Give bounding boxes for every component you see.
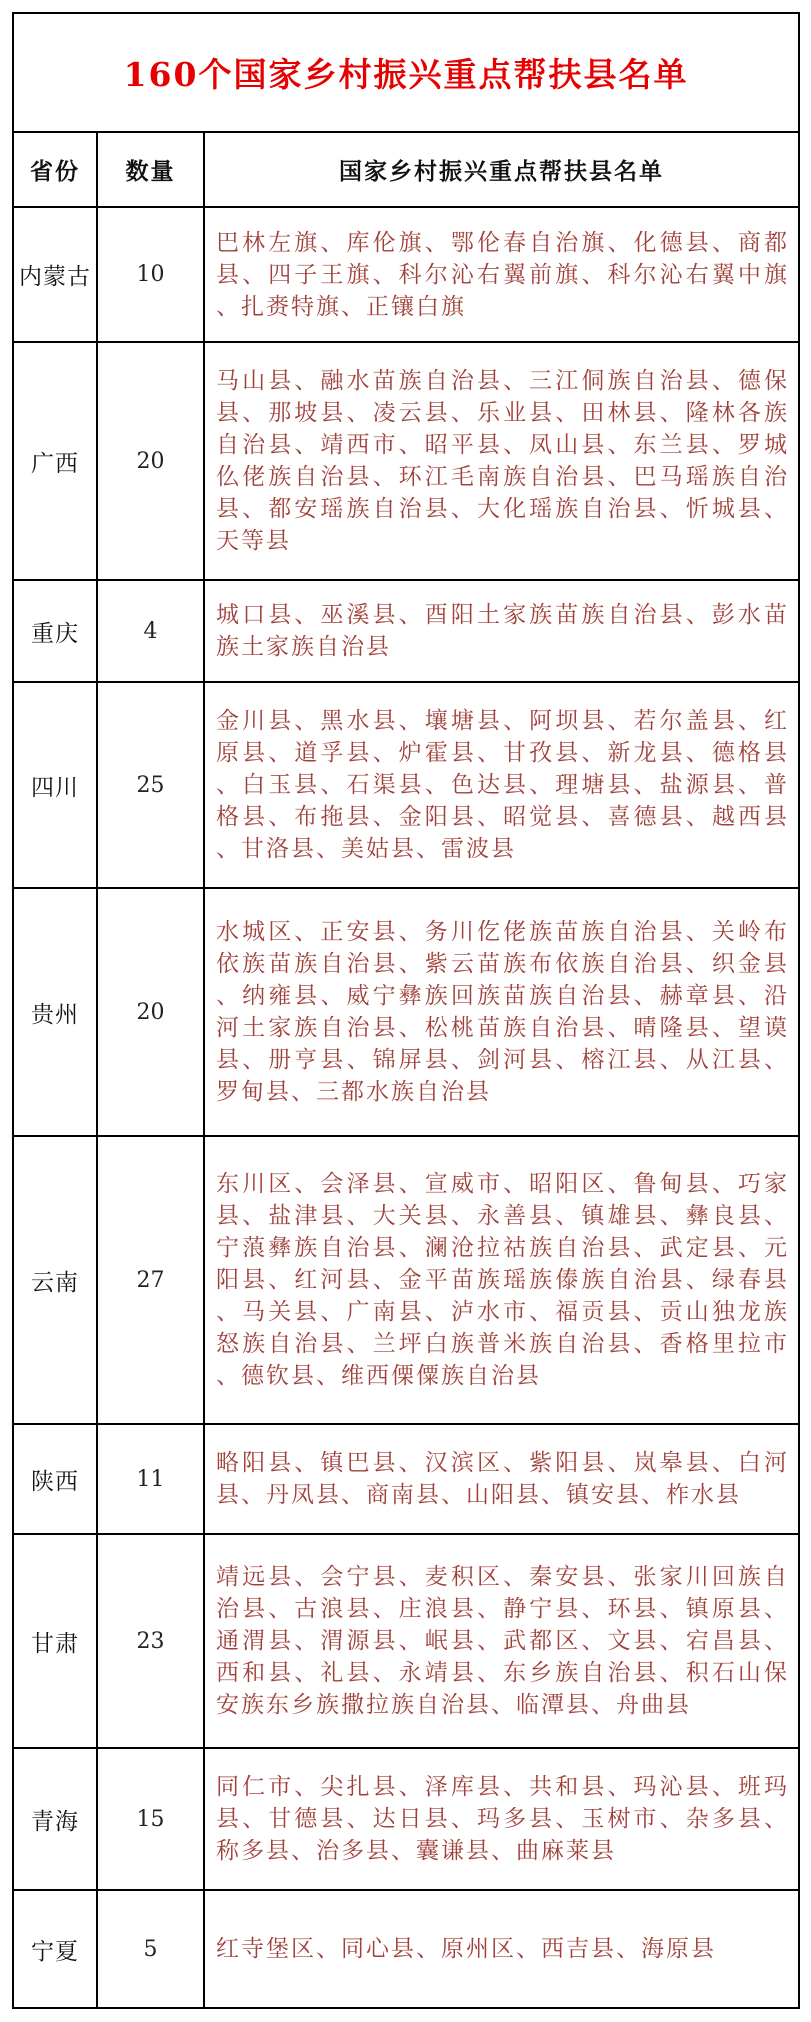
table-row-guizhou: [13, 888, 799, 1136]
province-name: 青海: [13, 1748, 97, 1890]
province-name: 宁夏: [13, 1890, 97, 2008]
county-assistance-table: [12, 12, 800, 2009]
province-name: 重庆: [13, 580, 97, 682]
county-count: 11: [97, 1424, 204, 1534]
province-name: 贵州: [13, 888, 97, 1136]
county-count: 27: [97, 1136, 204, 1424]
header-county-list: 国家乡村振兴重点帮扶县名单: [204, 132, 799, 207]
header-row: [13, 132, 799, 207]
page-title: 160个国家乡村振兴重点帮扶县名单: [13, 13, 799, 132]
title-row: [13, 13, 799, 132]
table-row-gansu: [13, 1534, 799, 1748]
county-list: 城口县、巫溪县、酉阳土家族苗族自治县、彭水苗族土家族自治县: [204, 580, 799, 682]
header-province: 省份: [13, 132, 97, 207]
table-row-sichuan: [13, 682, 799, 888]
province-name: 陕西: [13, 1424, 97, 1534]
table-row-shaanxi: [13, 1424, 799, 1534]
county-list: 东川区、会泽县、宣威市、昭阳区、鲁甸县、巧家县、盐津县、大关县、永善县、镇雄县、彝良县、宁蒗彝族自治县、澜沧拉祜族自治县、武定县、元阳县、红河县、金平苗族瑶族傣族自治县、绿春县、马关县、广南县、泸水市、福贡县、贡山独龙族怒族自治县、兰坪白族普米族自治县、香格里拉市、德钦县、维西傈僳族自治县: [204, 1136, 799, 1424]
province-name: 广西: [13, 342, 97, 580]
county-count: 20: [97, 888, 204, 1136]
county-count: 15: [97, 1748, 204, 1890]
county-list: 金川县、黑水县、壤塘县、阿坝县、若尔盖县、红原县、道孚县、炉霍县、甘孜县、新龙县、德格县、白玉县、石渠县、色达县、理塘县、盐源县、普格县、布拖县、金阳县、昭觉县、喜德县、越西县、甘洛县、美姑县、雷波县: [204, 682, 799, 888]
county-list: 水城区、正安县、务川仡佬族苗族自治县、关岭布依族苗族自治县、紫云苗族布依族自治县、织金县、纳雍县、威宁彝族回族苗族自治县、赫章县、沿河土家族自治县、松桃苗族自治县、晴隆县、望谟县、册亨县、锦屏县、剑河县、榕江县、从江县、罗甸县、三都水族自治县: [204, 888, 799, 1136]
county-list: 同仁市、尖扎县、泽库县、共和县、玛沁县、班玛县、甘德县、达日县、玛多县、玉树市、杂多县、称多县、治多县、囊谦县、曲麻莱县: [204, 1748, 799, 1890]
county-count: 20: [97, 342, 204, 580]
county-count: 10: [97, 207, 204, 342]
county-count: 23: [97, 1534, 204, 1748]
county-list: 马山县、融水苗族自治县、三江侗族自治县、德保县、那坡县、凌云县、乐业县、田林县、隆林各族自治县、靖西市、昭平县、凤山县、东兰县、罗城仫佬族自治县、环江毛南族自治县、巴马瑶族自治县、都安瑶族自治县、大化瑶族自治县、忻城县、天等县: [204, 342, 799, 580]
province-name: 甘肃: [13, 1534, 97, 1748]
province-name: 云南: [13, 1136, 97, 1424]
province-name: 内蒙古: [13, 207, 97, 342]
county-list: 红寺堡区、同心县、原州区、西吉县、海原县: [204, 1890, 799, 2008]
county-list: 略阳县、镇巴县、汉滨区、紫阳县、岚皋县、白河县、丹凤县、商南县、山阳县、镇安县、柞水县: [204, 1424, 799, 1534]
county-count: 4: [97, 580, 204, 682]
table-row-ningxia: [13, 1890, 799, 2008]
table-row-guangxi: [13, 342, 799, 580]
county-count: 5: [97, 1890, 204, 2008]
county-count: 25: [97, 682, 204, 888]
table-row-yunnan: [13, 1136, 799, 1424]
province-name: 四川: [13, 682, 97, 888]
header-count: 数量: [97, 132, 204, 207]
table-row-neimenggu: [13, 207, 799, 342]
county-list: 巴林左旗、库伦旗、鄂伦春自治旗、化德县、商都县、四子王旗、科尔沁右翼前旗、科尔沁右翼中旗、扎赉特旗、正镶白旗: [204, 207, 799, 342]
table-row-qinghai: [13, 1748, 799, 1890]
table-row-chongqing: [13, 580, 799, 682]
county-list: 靖远县、会宁县、麦积区、秦安县、张家川回族自治县、古浪县、庄浪县、静宁县、环县、镇原县、通渭县、渭源县、岷县、武都区、文县、宕昌县、西和县、礼县、永靖县、东乡族自治县、积石山保安族东乡族撒拉族自治县、临潭县、舟曲县: [204, 1534, 799, 1748]
